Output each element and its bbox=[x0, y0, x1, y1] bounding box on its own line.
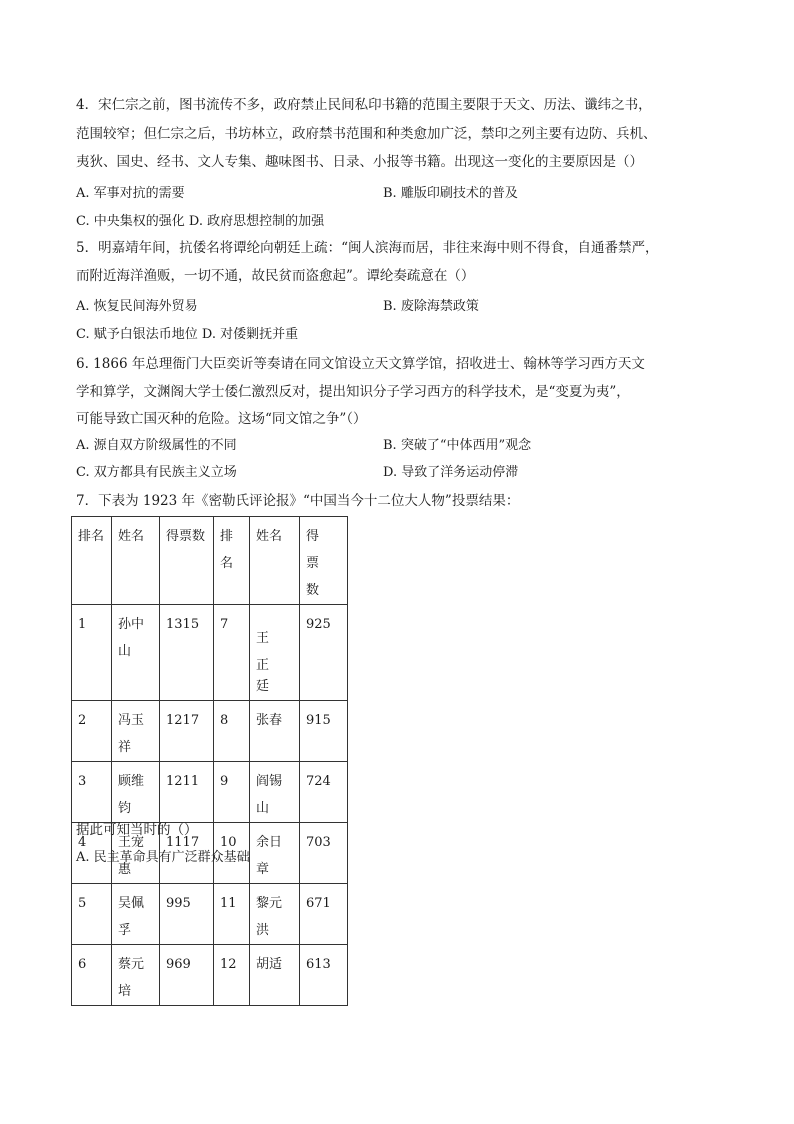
cell-rank-2: 7 bbox=[214, 605, 250, 701]
q6-stem-line-2: 学和算学，文渊阁大学士倭仁激烈反对，提出知识分子学习西方的科学技术，是“变夏为夷”， bbox=[76, 384, 630, 400]
table-row bbox=[72, 762, 348, 823]
header-name-2: 姓名 bbox=[250, 517, 300, 605]
q5-option-c-d[interactable]: C. 赋予白银法币地位 D. 对倭剿抚并重 bbox=[76, 327, 299, 342]
q6-stem-line-1: 6. 1866 年总理衙门大臣奕䜣等奏请在同文馆设立天文算学馆，招收进士、翰林等学习西方天文 bbox=[76, 356, 645, 372]
cell-rank: 1 bbox=[72, 605, 112, 701]
cell-name: 冯玉祥 bbox=[112, 701, 160, 762]
cell-name: 王宠惠 bbox=[112, 823, 160, 884]
table-row bbox=[72, 884, 348, 945]
cell-votes-2: 671 bbox=[300, 884, 348, 945]
cell-rank-2: 11 bbox=[214, 884, 250, 945]
header-votes-2 bbox=[300, 517, 348, 605]
q4-option-b[interactable]: B. 雕版印刷技术的普及 bbox=[383, 186, 518, 201]
header-rank: 排名 bbox=[72, 517, 112, 605]
cell-name: 顾维钧 bbox=[112, 762, 160, 823]
cell-votes-2: 724 bbox=[300, 762, 348, 823]
cell-rank: 5 bbox=[72, 884, 112, 945]
cell-votes: 1117 bbox=[160, 823, 214, 884]
header-name: 姓名 bbox=[112, 517, 160, 605]
table-row bbox=[72, 605, 348, 701]
header-votes: 得票数 bbox=[160, 517, 214, 605]
q4-option-a[interactable]: A. 军事对抗的需要 bbox=[76, 186, 185, 201]
q4-stem-line-1: 4．宋仁宗之前，图书流传不多，政府禁止民间私印书籍的范围主要限于天文、历法、谶纬之书， bbox=[76, 97, 652, 113]
cell-name-2: 余日章 bbox=[250, 823, 300, 884]
q7-intro: 7．下表为 1923 年《密勒氏评论报》“中国当今十二位大人物”投票结果： bbox=[76, 493, 520, 509]
cell-rank-2: 9 bbox=[214, 762, 250, 823]
cell-votes-2: 613 bbox=[300, 945, 348, 1006]
cell-rank: 2 bbox=[72, 701, 112, 762]
q4-option-c-d[interactable]: C. 中央集权的强化 D. 政府思想控制的加强 bbox=[76, 214, 325, 229]
q5-option-a[interactable]: A. 恢复民间海外贸易 bbox=[76, 299, 198, 314]
q5-option-b[interactable]: B. 废除海禁政策 bbox=[383, 299, 479, 314]
q6-option-c[interactable]: C. 双方都具有民族主义立场 bbox=[76, 465, 237, 480]
cell-name-2: 张春 bbox=[250, 701, 300, 762]
table-header-row bbox=[72, 517, 348, 605]
cell-rank-2: 10 bbox=[214, 823, 250, 884]
cell-votes: 1315 bbox=[160, 605, 214, 701]
cell-rank-2: 8 bbox=[214, 701, 250, 762]
cell-votes: 995 bbox=[160, 884, 214, 945]
cell-votes: 1217 bbox=[160, 701, 214, 762]
cell-name-2: 阎锡山 bbox=[250, 762, 300, 823]
cell-votes: 1211 bbox=[160, 762, 214, 823]
header-votes-2-line-2: 数 bbox=[306, 583, 320, 598]
cell-name: 蔡元培 bbox=[112, 945, 160, 1006]
cell-votes: 969 bbox=[160, 945, 214, 1006]
q7-followup: 据此可知当时的（） bbox=[76, 822, 198, 838]
q6-option-d[interactable]: D. 导致了洋务运动停滞 bbox=[383, 465, 519, 480]
q4-stem-line-3: 夷狄、国史、经书、文人专集、趣味图书、日录、小报等书籍。出现这一变化的主要原因是（） bbox=[76, 154, 643, 170]
table-row bbox=[72, 945, 348, 1006]
q6-option-b[interactable]: B. 突破了“中体西用”观念 bbox=[383, 438, 532, 453]
q4-stem-line-2: 范围较窄；但仁宗之后，书坊林立，政府禁书范围和种类愈加广泛，禁印之列主要有边防、兵机、 bbox=[76, 126, 657, 142]
vote-results-table bbox=[71, 516, 348, 1006]
q6-stem-line-3: 可能导致亡国灭种的危险。这场“同文馆之争”（） bbox=[76, 411, 367, 427]
q6-option-a[interactable]: A. 源自双方阶级属性的不同 bbox=[76, 438, 237, 453]
q7-option-a[interactable]: A. 民主革命具有广泛群众基础 bbox=[76, 850, 250, 865]
cell-rank-2: 12 bbox=[214, 945, 250, 1006]
cell-rank: 4 bbox=[72, 823, 112, 884]
header-votes-2-line-1: 得 票 bbox=[306, 529, 333, 571]
cell-name: 吴佩孚 bbox=[112, 884, 160, 945]
cell-name: 孙中山 bbox=[112, 605, 160, 701]
cell-name-2: 黎元洪 bbox=[250, 884, 300, 945]
cell-name-2-line-1: 王 正 bbox=[256, 631, 283, 673]
cell-votes-2: 915 bbox=[300, 701, 348, 762]
cell-votes-2: 925 bbox=[300, 605, 348, 701]
header-rank-2: 排名 bbox=[214, 517, 250, 605]
q5-stem-line-2: 而附近海洋渔贩，一切不通，故民贫而盗愈起”。谭纶奏疏意在（） bbox=[76, 268, 475, 284]
cell-votes-2: 703 bbox=[300, 823, 348, 884]
q5-stem-line-1: 5．明嘉靖年间，抗倭名将谭纶向朝廷上疏：“闽人滨海而居，非往来海中则不得食，自通番禁严， bbox=[76, 240, 659, 256]
cell-name-2 bbox=[250, 605, 300, 701]
cell-name-2-line-2: 廷 bbox=[256, 679, 270, 694]
cell-rank: 6 bbox=[72, 945, 112, 1006]
cell-rank: 3 bbox=[72, 762, 112, 823]
cell-name-2: 胡适 bbox=[250, 945, 300, 1006]
table-row bbox=[72, 701, 348, 762]
